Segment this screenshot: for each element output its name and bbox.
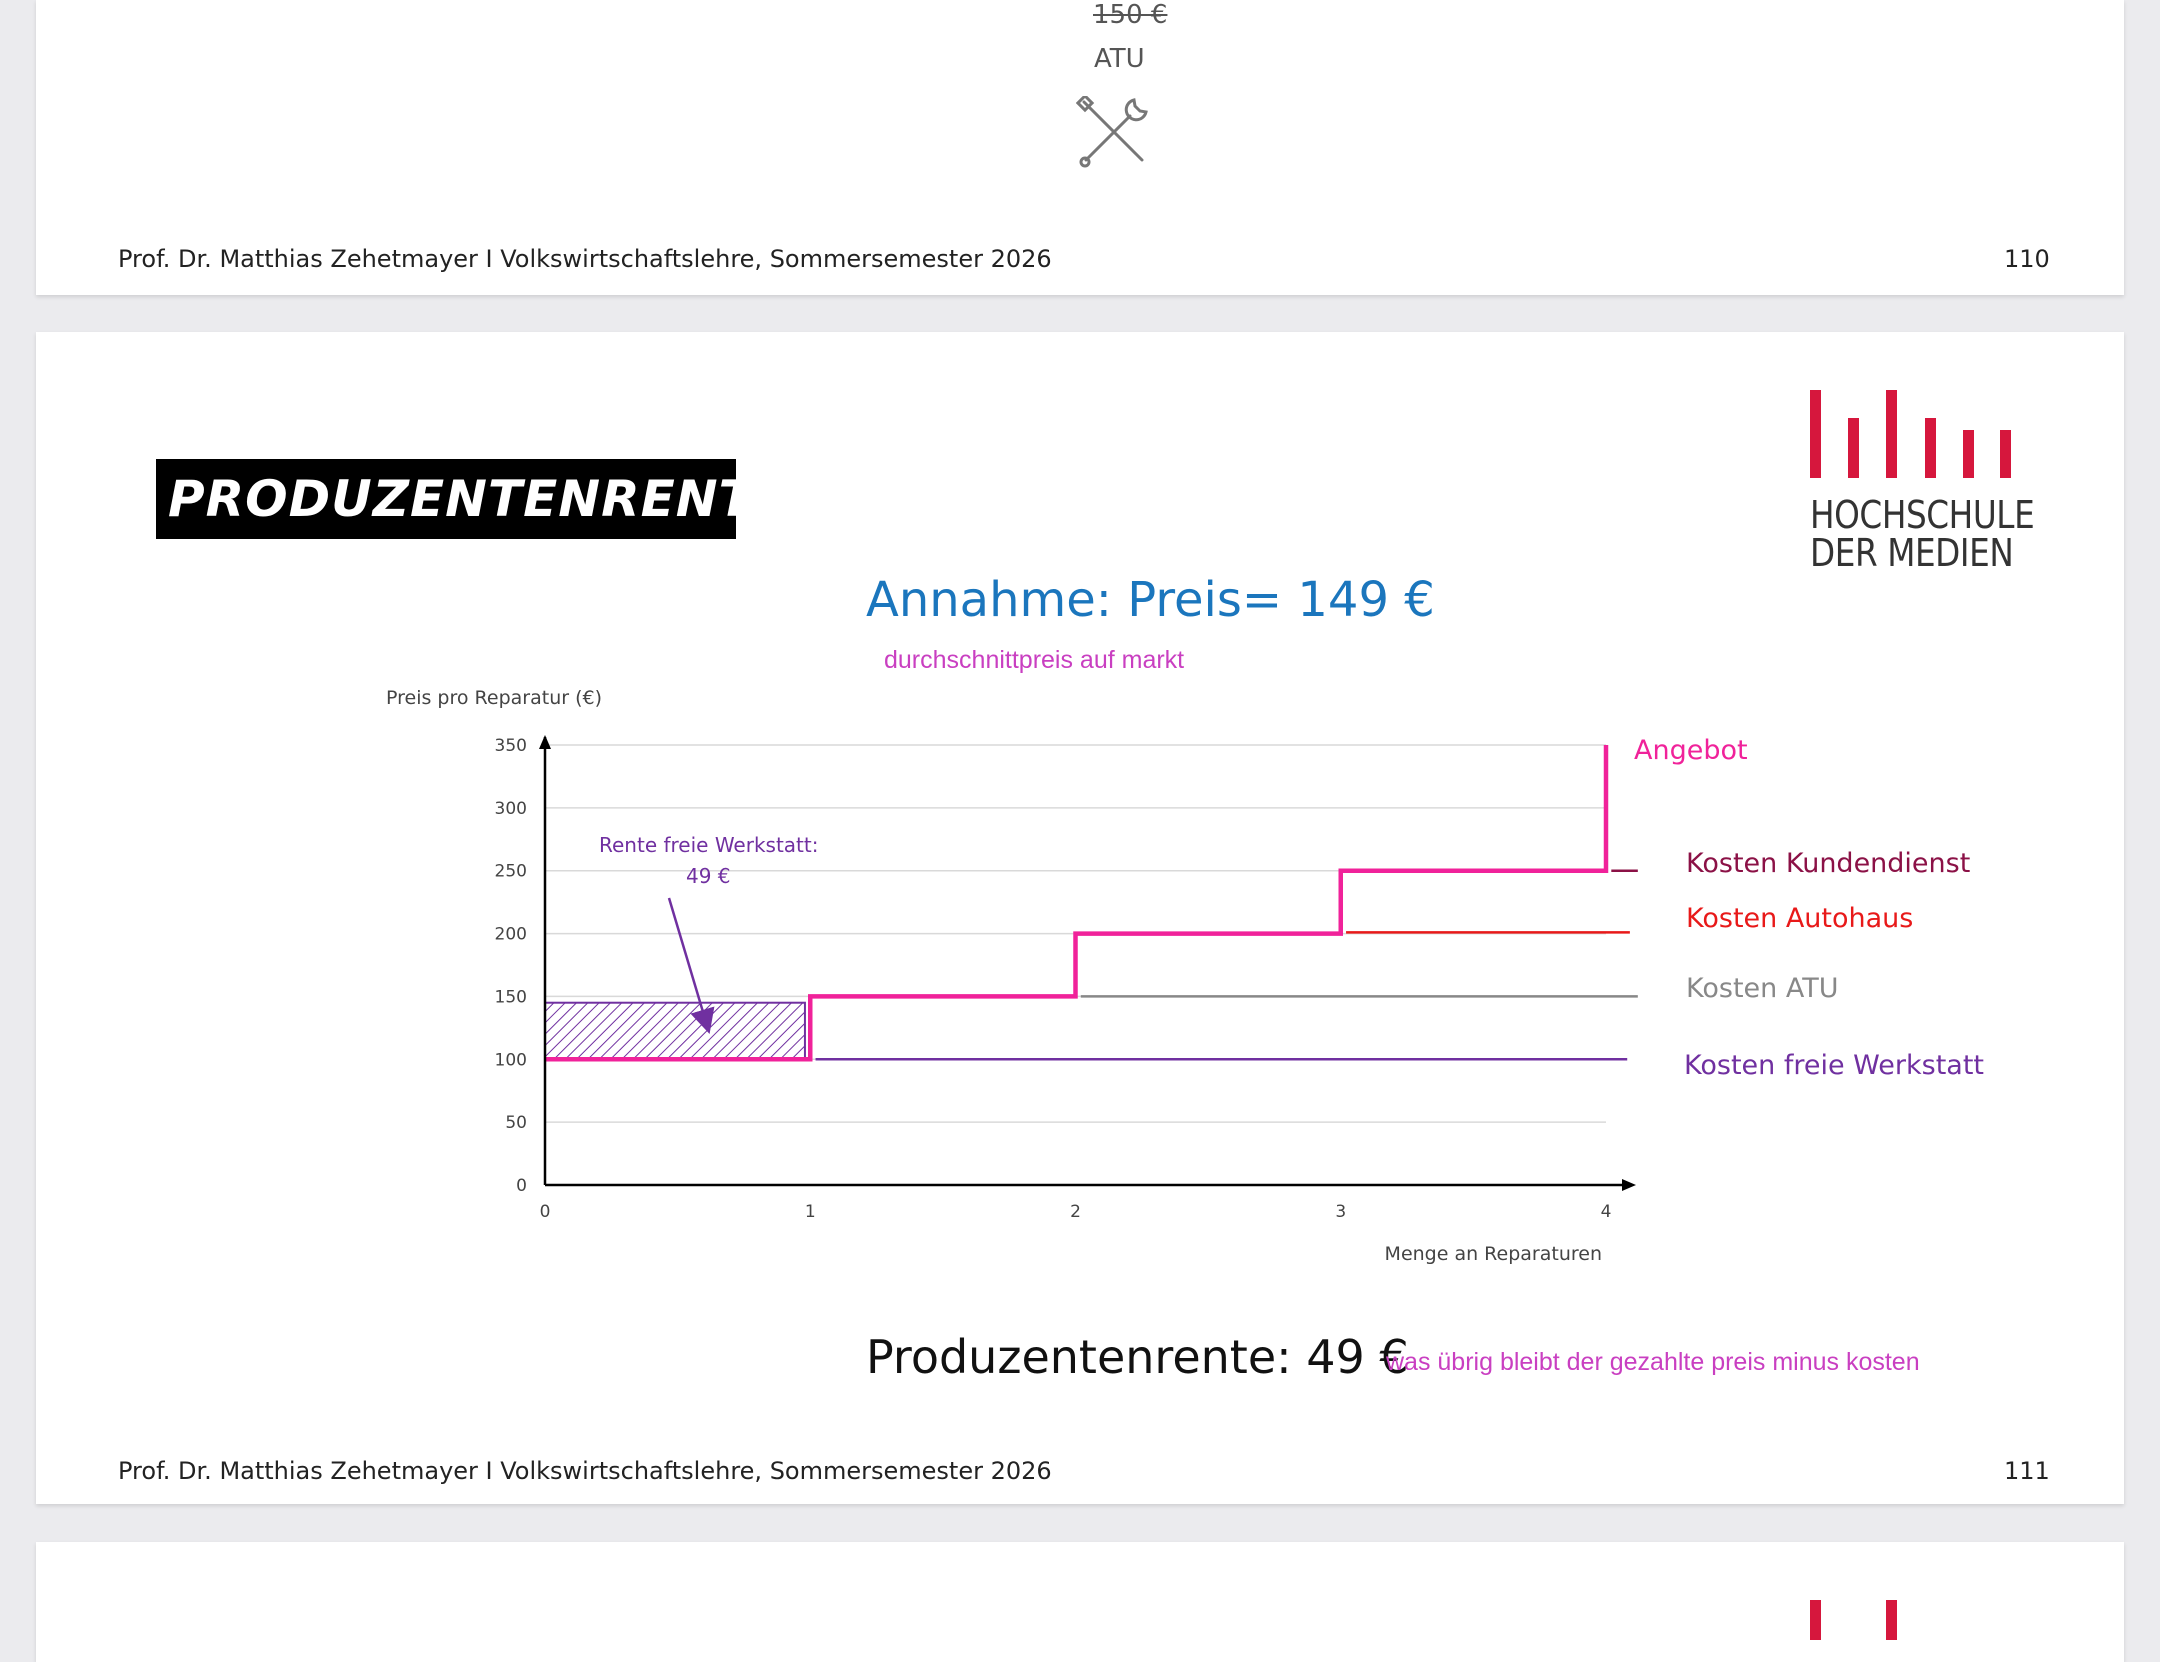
- y-tick-label: 200: [494, 924, 527, 945]
- x-tick-label: 3: [1335, 1202, 1347, 1222]
- x-tick-label: 1: [804, 1202, 816, 1222]
- page-number: 110: [2004, 245, 2050, 273]
- legend-label: Kosten freie Werkstatt: [1684, 1050, 1984, 1081]
- x-axis-label: Menge an Reparaturen: [1384, 1243, 1602, 1265]
- footer-author: Prof. Dr. Matthias Zehetmayer I Volkswirtschaftslehre, Sommersemester 2026: [118, 245, 1052, 273]
- footer-author: Prof. Dr. Matthias Zehetmayer I Volkswirtschaftslehre, Sommersemester 2026: [118, 1457, 1052, 1485]
- y-tick-label: 300: [494, 798, 527, 819]
- annotation-value: 49 €: [686, 864, 731, 888]
- legend-label: Kosten Autohaus: [1686, 903, 1914, 934]
- tools-icon: [1076, 96, 1152, 170]
- slide-112: [36, 1542, 2124, 1662]
- x-tick-label: 0: [539, 1202, 551, 1222]
- hdm-logo-bars: [1810, 1600, 2022, 1640]
- producer-surplus-result: Produzentenrente: 49 €: [866, 1330, 1409, 1384]
- atu-label: ATU: [1094, 44, 1145, 74]
- legend-label: Angebot: [1634, 735, 1748, 766]
- annotation-text: Rente freie Werkstatt:: [599, 833, 819, 857]
- note-average-price: durchschnittpreis auf markt: [884, 646, 1185, 674]
- slide-110: [36, 0, 2124, 295]
- y-axis-label: Preis pro Reparatur (€): [386, 687, 602, 709]
- assumption-heading: Annahme: Preis= 149 €: [866, 572, 1435, 628]
- x-tick-label: 2: [1070, 1202, 1081, 1222]
- logo-line2: DER MEDIEN: [1810, 531, 2014, 575]
- old-price: 150 €: [1093, 0, 1168, 30]
- note-surplus-explanation: was übrig bleibt der gezahlte preis minus kosten: [1386, 1348, 1920, 1376]
- supply-chart: [36, 332, 2124, 1504]
- y-tick-label: 50: [505, 1113, 527, 1134]
- slide-title: PRODUZENTENRENTE: [156, 459, 736, 539]
- logo-line1: HOCHSCHULE: [1810, 493, 2035, 537]
- x-axis-arrow: [1622, 1179, 1636, 1191]
- legend-label: Kosten ATU: [1686, 973, 1839, 1004]
- y-tick-label: 250: [494, 861, 527, 882]
- slide-111: [36, 332, 2124, 1504]
- y-axis-arrow: [539, 735, 551, 749]
- y-tick-label: 350: [494, 736, 527, 756]
- y-tick-label: 150: [494, 987, 527, 1008]
- y-tick-label: 0: [516, 1176, 527, 1196]
- x-tick-label: 4: [1600, 1202, 1612, 1222]
- y-tick-label: 100: [494, 1050, 527, 1071]
- page-number: 111: [2004, 1457, 2050, 1485]
- surplus-area: [545, 1003, 805, 1058]
- legend-label: Kosten Kundendienst: [1686, 848, 1971, 879]
